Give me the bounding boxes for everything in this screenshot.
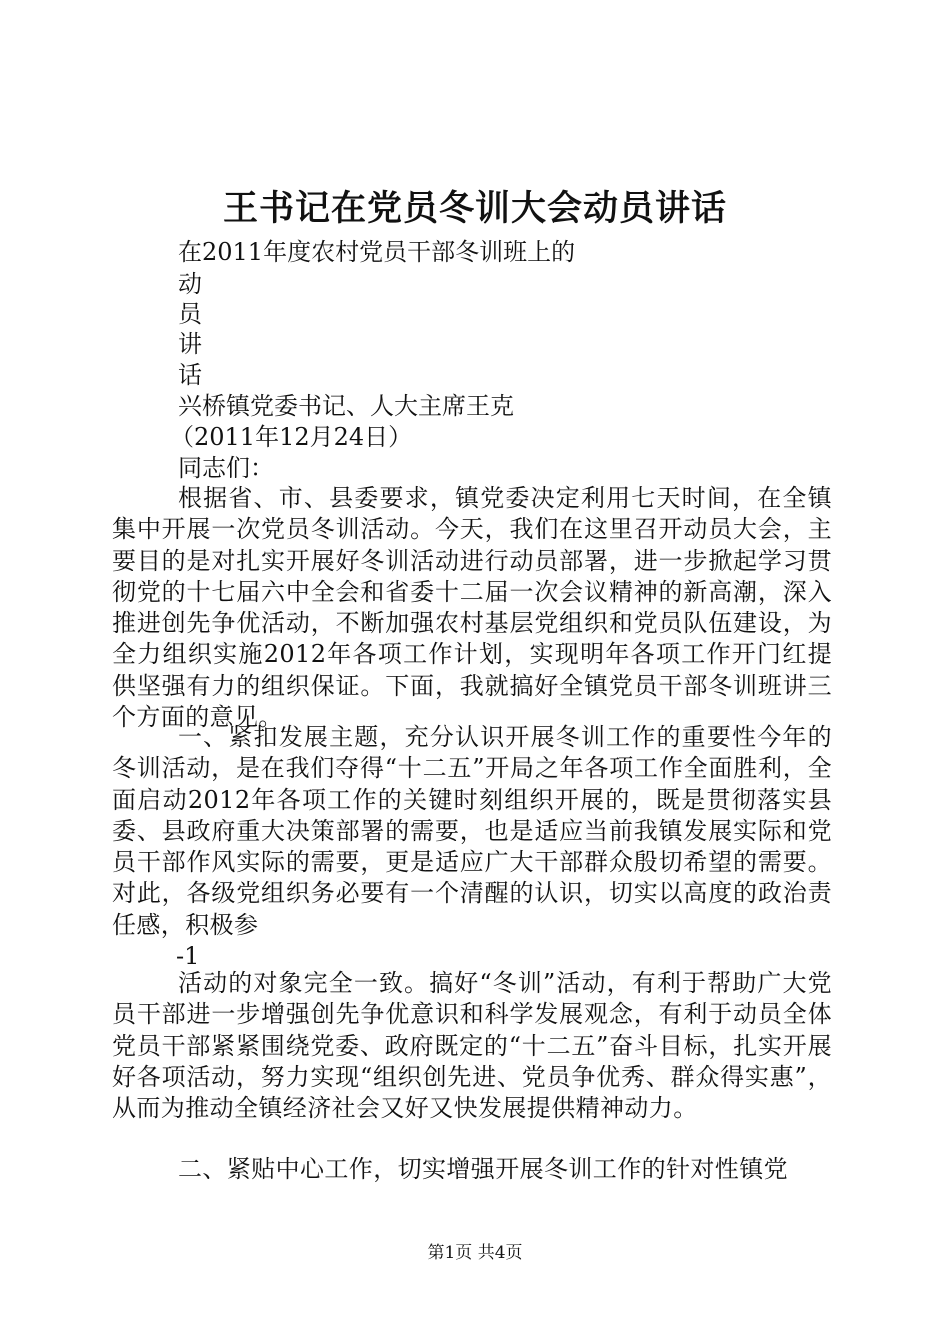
page-title: 王书记在党员冬训大会动员讲话	[222, 188, 727, 229]
subtitle-line: 员	[178, 300, 202, 328]
subtitle-line: 在2011年度农村党员干部冬训班上的	[178, 238, 576, 266]
body-paragraph: 根据省、市、县委要求，镇党委决定利用七天时间，在全镇集中开展一次党员冬训活动。今天，我们在这里召开动员大会，主要目的是对扎实开展好冬训活动进行动员部署，进一步掀起学习贯彻党的十七届六中全会和省委十二届一次会议精神的新高潮，深入推进创先争优活动，不断加强农村基层党组织和党员队伍建设，为全力组织实施2012年各项工作计划，实现明年各项工作开门红提供坚强有力的组织保证。下面，我就搞好全镇党员干部冬训班讲三个方面的意见。	[112, 484, 832, 732]
body-paragraph: 活动的对象完全一致。搞好“冬训”活动，有利于帮助广大党员干部进一步增强创先争优意识和科学发展观念，有利于动员全体党员干部紧紧围绕党委、政府既定的“十二五”奋斗目标，扎实开展好各项活动，努力实现“组织创先进、党员争优秀、群众得实惠”，从而为推动全镇经济社会又好又快发展提供精神动力。	[112, 969, 832, 1123]
date-line: （2011年12月24日）	[170, 423, 413, 451]
body-paragraph: 二、紧贴中心工作，切实增强开展冬训工作的针对性镇党	[178, 1155, 788, 1183]
page-marker: -1	[176, 942, 200, 970]
subtitle-line: 动	[178, 270, 202, 298]
speaker-line: 兴桥镇党委书记、人大主席王克	[178, 392, 514, 420]
subtitle-line: 讲	[178, 330, 202, 358]
page-footer: 第1页 共4页	[427, 1243, 523, 1263]
salutation: 同志们：	[178, 454, 274, 482]
body-paragraph: 一、紧扣发展主题，充分认识开展冬训工作的重要性今年的冬训活动，是在我们夺得“十二五”开局之年各项工作全面胜利，全面启动2012年各项工作的关键时刻组织开展的，既是贯彻落实县委、县政府重大决策部署的需要，也是适应当前我镇发展实际和党员干部作风实际的需要，更是适应广大干部群众殷切希望的需要。对此，各级党组织务必要有一个清醒的认识，切实以高度的政治责任感，积极参	[112, 723, 832, 939]
subtitle-line: 话	[178, 361, 202, 389]
